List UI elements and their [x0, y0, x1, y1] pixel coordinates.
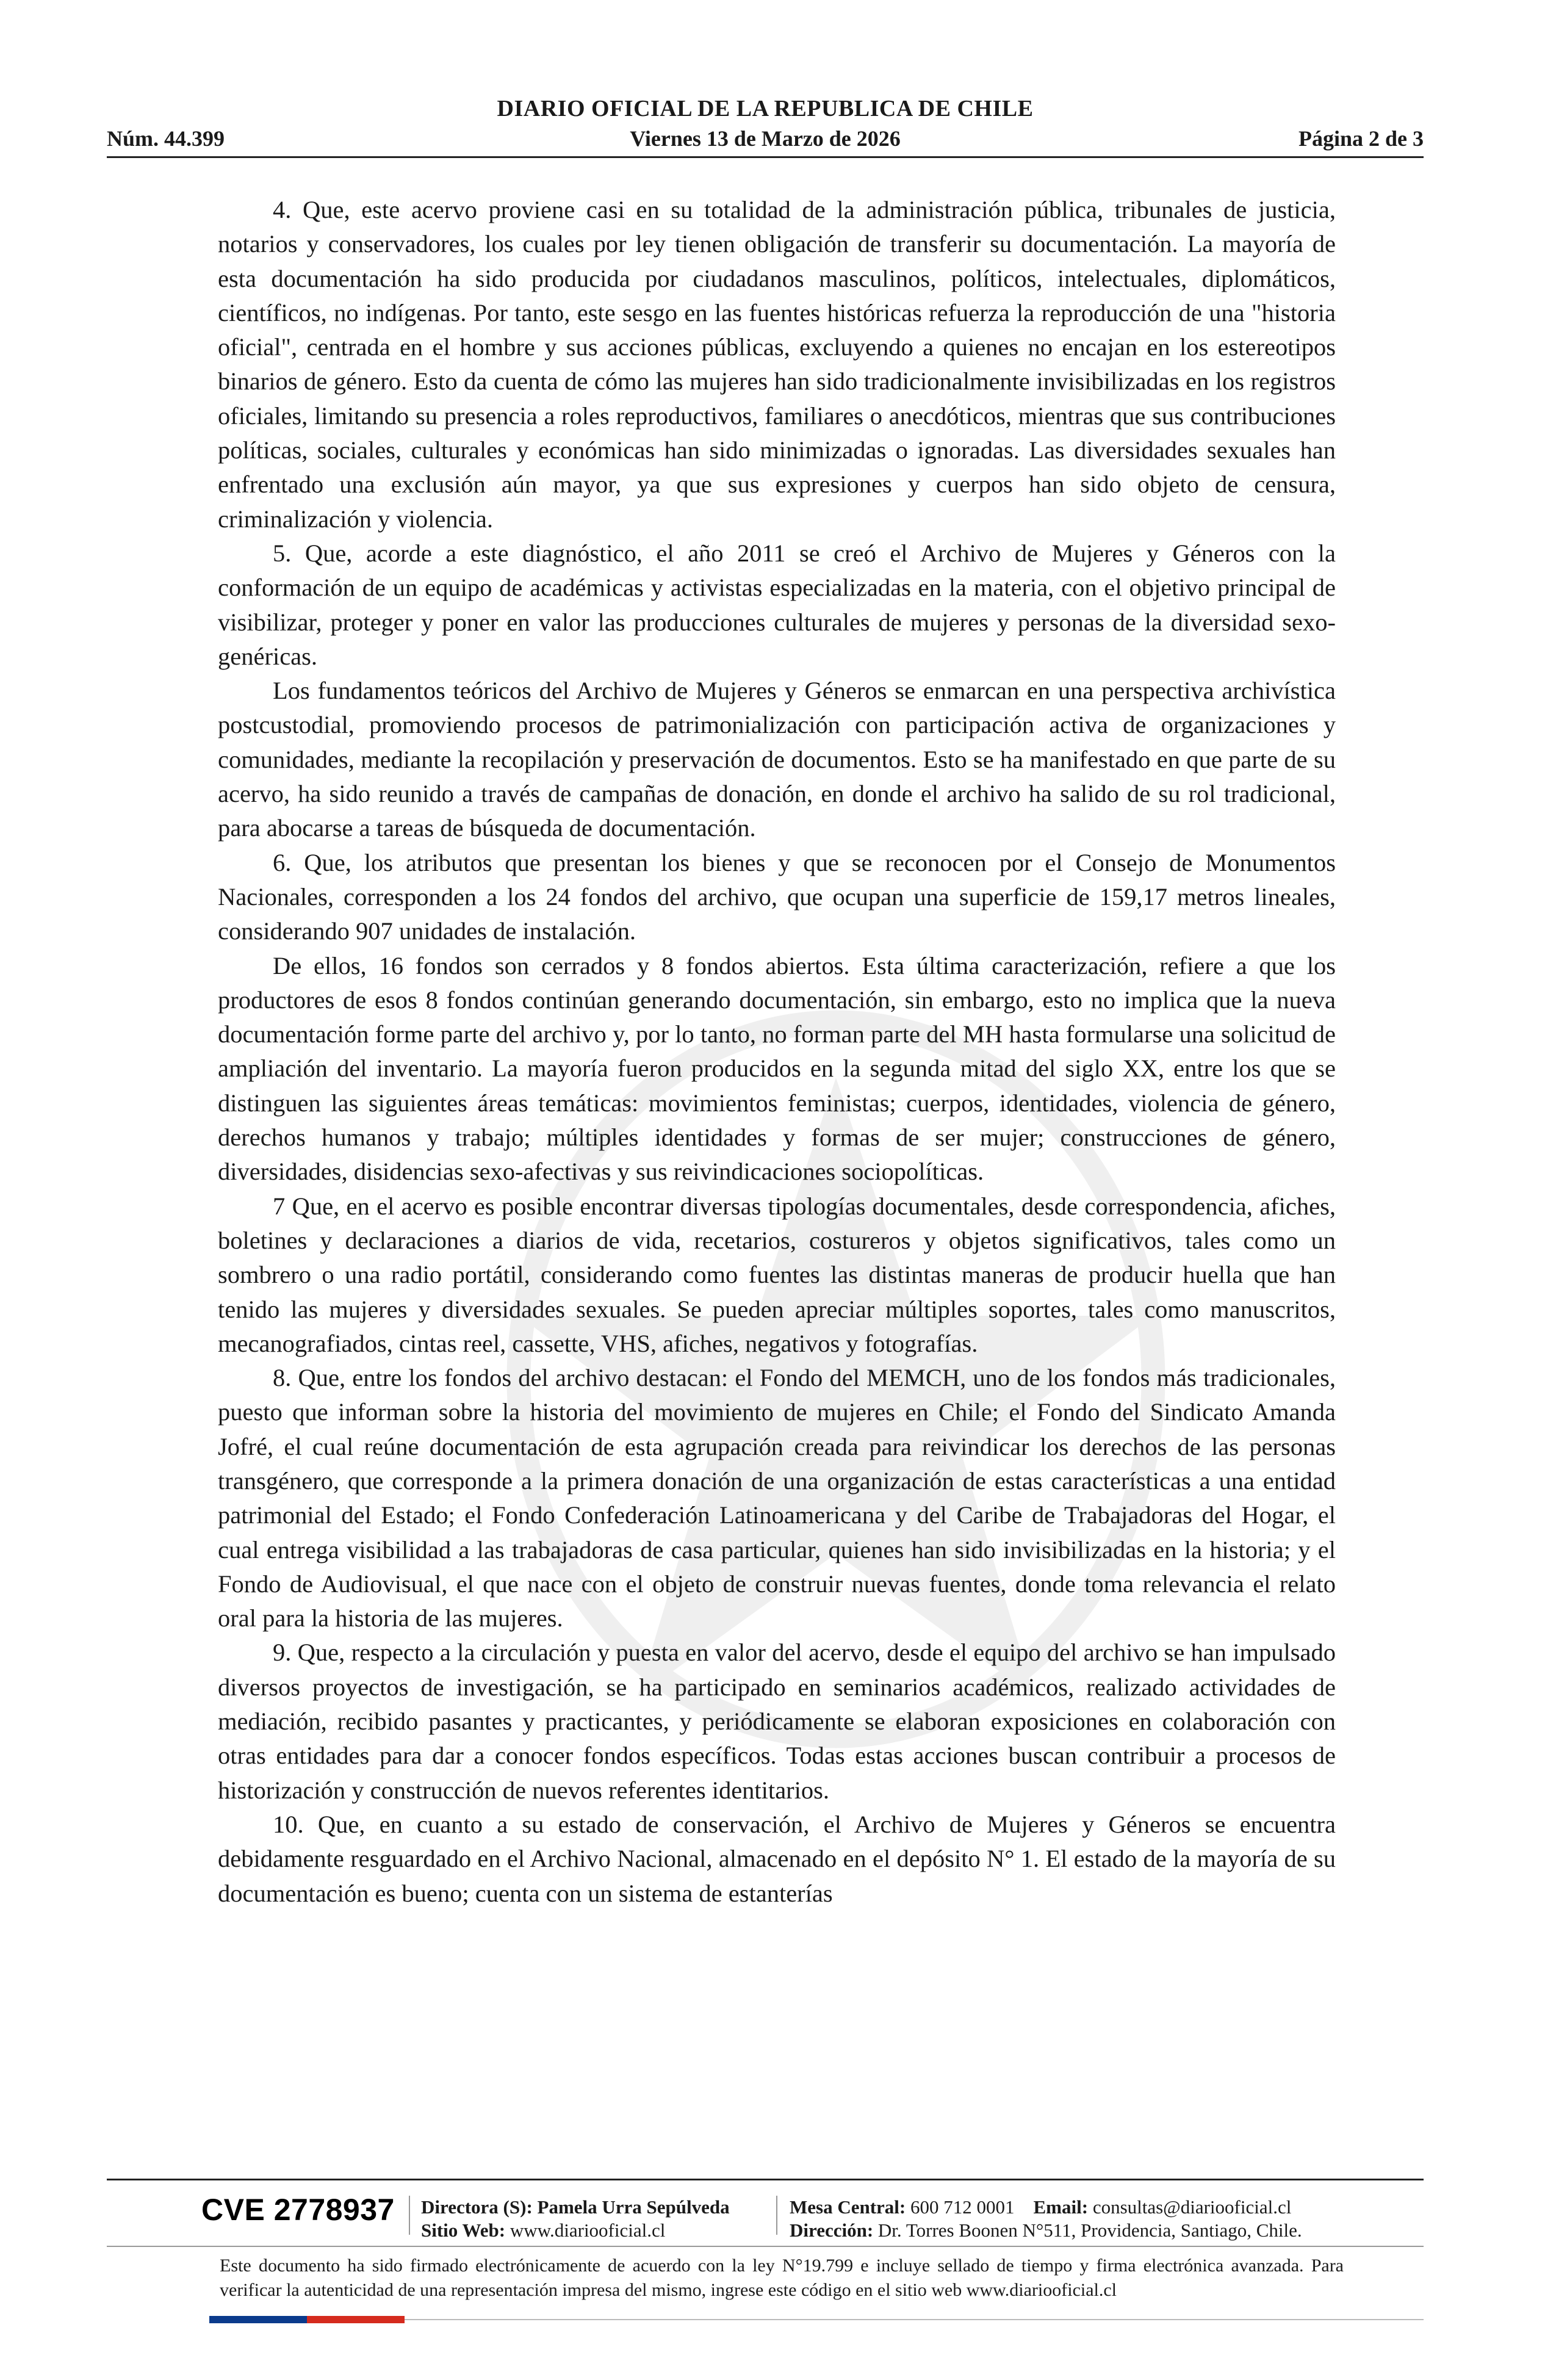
paragraph-6b: De ellos, 16 fondos son cerrados y 8 fondos abiertos. Esta última caracterización, refiere a que los productores de esos 8 fondos continúan generando documentación, sin embargo, esto no implica que la nueva documentación forme parte del archivo y, por lo tanto, no forman parte del MH hasta formularse una solicitud de ampliación del inventario. La mayoría fueron producidos en la segunda mitad del siglo XX, entre los que se distinguen las siguientes áreas temáticas: movimientos feministas; cuerpos, identidades, violencia de género, derechos humanos y trabajo; múltiples identidades y formas de ser mujer; construcciones de género, diversidades, disidencias sexo-afectivas y sus reivindicaciones sociopolíticas.: [218, 951, 1336, 1186]
page-header: [107, 93, 1424, 160]
legal-notice: Este documento ha sido firmado electrónicamente de acuerdo con la ley N°19.799 e incluye sellado de tiempo y firma electrónica avanzada. Para verificar la autenticidad de una representación impresa del mismo, ingrese este código en el sitio web www.diariooficial.cl: [220, 2256, 1344, 2300]
website-link[interactable]: www.diariooficial.cl: [510, 2220, 666, 2241]
email-label: Email:: [1033, 2196, 1089, 2218]
chile-flag-stripe: [209, 2316, 405, 2323]
paragraph-6: 6. Que, los atributos que presentan los bienes y que se reconocen por el Consejo de Monumentos Nacionales, corresponden a los 24 fondos del archivo, que ocupan una superficie de 159,17 metros lineales, considerando 907 unidades de instalación.: [218, 848, 1336, 945]
footer-director-block: [421, 2196, 730, 2242]
paragraph-10: 10. Que, en cuanto a su estado de conservación, el Archivo de Mujeres y Géneros se encuentra debidamente resguardado en el Archivo Nacional, almacenado en el depósito N° 1. El estado de la mayoría de su documentación es bueno; cuenta con un sistema de estanterías: [218, 1810, 1336, 1907]
address-label: Dirección:: [790, 2220, 874, 2241]
footer-separator: [776, 2196, 777, 2235]
footer-separator: [409, 2196, 410, 2235]
flag-red-segment: [307, 2316, 405, 2323]
footer-divider-top: [107, 2179, 1424, 2180]
email-link[interactable]: consultas@diariooficial.cl: [1092, 2196, 1292, 2218]
paragraph-9: 9. Que, respecto a la circulación y puesta en valor del acervo, desde el equipo del archivo se han impulsado diversos proyectos de investigación, se ha participado en seminarios académicos, realizado actividades de mediación, recibido pasantes y practicantes, y periódicamente se elaboran exposiciones en colaboración con otras entidades para dar a conocer fondos específicos. Todas estas acciones buscan contribuir a procesos de historización y construcción de nuevos referentes identitarios.: [218, 1639, 1336, 1804]
phone-number: 600 712 0001: [910, 2196, 1015, 2218]
address: Dr. Torres Boonen N°511, Providencia, Santiago, Chile.: [877, 2220, 1302, 2241]
paragraph-4: 4. Que, este acervo proviene casi en su totalidad de la administración pública, tribunales de justicia, notarios y conservadores, los cuales por ley tienen obligación de transferir su documentación. La mayoría de esta documentación ha sido producida por ciudadanos masculinos, políticos, intelectuales, diplomáticos, científicos, no indígenas. Por tanto, este sesgo en las fuentes históricas refuerza la reproducción de una "historia oficial", centrada en el hombre y sus acciones públicas, excluyendo a quienes no encajan en los estereotipos binarios de género. Esto da cuenta de cómo las mujeres han sido tradicionalmente invisibilizadas en los registros oficiales, limitando su presencia a roles reproductivos, familiares o anecdóticos, mientras que sus contribuciones políticas, sociales, culturales y económicas han sido minimizadas o ignoradas. Las diversidades sexuales han enfrentado una exclusión aún mayor, ya que sus expresiones y cuerpos han sido objeto de censura, criminalización y violencia.: [218, 196, 1336, 533]
footer-contact-block: [790, 2196, 1302, 2242]
website-label: Sitio Web:: [421, 2220, 506, 2241]
issue-date: Viernes 13 de Marzo de 2026: [630, 126, 901, 151]
footer-bottom-rule: [405, 2319, 1424, 2320]
issue-number: Núm. 44.399: [107, 126, 225, 151]
newspaper-title: DIARIO OFICIAL DE LA REPUBLICA DE CHILE: [497, 96, 1034, 121]
paragraph-8: 8. Que, entre los fondos del archivo destacan: el Fondo del MEMCH, uno de los fondos más tradicionales, puesto que informan sobre la historia del movimiento de mujeres en Chile; el Fondo del Sindicato Amanda Jofré, el cual reúne documentación de esta agrupación creada para reivindicar los derechos de las personas transgénero, que corresponde a la primera donación de una organización de estas características a una entidad patrimonial del Estado; el Fondo Confederación Latinoamericana y del Caribe de Trabajadoras del Hogar, el cual entrega visibilidad a las trabajadoras de casa particular, quienes han sido invisibilizadas en la historia; y el Fondo de Audiovisual, el que nace con el objeto de construir nuevas fuentes, donde toma relevancia el relato oral para la historia de las mujeres.: [218, 1364, 1336, 1632]
footer-divider-mid: [107, 2246, 1424, 2247]
document-body: [218, 193, 1336, 1911]
paragraph-7: 7 Que, en el acervo es posible encontrar diversas tipologías documentales, desde correspondencia, afiches, boletines y declaraciones a diarios de vida, recetarios, costureros y objetos significativos, tales como un sombrero o una radio portátil, considerando como fuentes las distintas maneras de producir huella que han tenido las mujeres y diversidades sexuales. Se pueden apreciar múltiples soportes, tales como manuscritos, mecanografiados, cintas reel, cassette, VHS, afiches, negativos y fotografías.: [218, 1192, 1336, 1357]
page-number: Página 2 de 3: [1298, 126, 1424, 151]
flag-blue-segment: [209, 2316, 307, 2323]
paragraph-5: 5. Que, acorde a este diagnóstico, el año 2011 se creó el Archivo de Mujeres y Géneros con la conformación de un equipo de académicas y activistas especializadas en la materia, con el objetivo principal de visibilizar, proteger y poner en valor las producciones culturales de mujeres y personas de la diversidad sexo-genéricas.: [218, 539, 1336, 670]
paragraph-5b: Los fundamentos teóricos del Archivo de Mujeres y Géneros se enmarcan en una perspectiva archivística postcustodial, promoviendo procesos de patrimonialización con participación activa de organizaciones y comunidades, mediante la recopilación y preservación de documentos. Esto se ha manifestado en que parte de su acervo, ha sido reunido a través de campañas de donación, en donde el archivo ha salido de su rol tradicional, para abocarse a tareas de búsqueda de documentación.: [218, 677, 1336, 842]
director-name: Directora (S): Pamela Urra Sepúlveda: [421, 2196, 730, 2218]
phone-label: Mesa Central:: [790, 2196, 906, 2218]
cve-code: CVE 2778937: [201, 2193, 395, 2227]
